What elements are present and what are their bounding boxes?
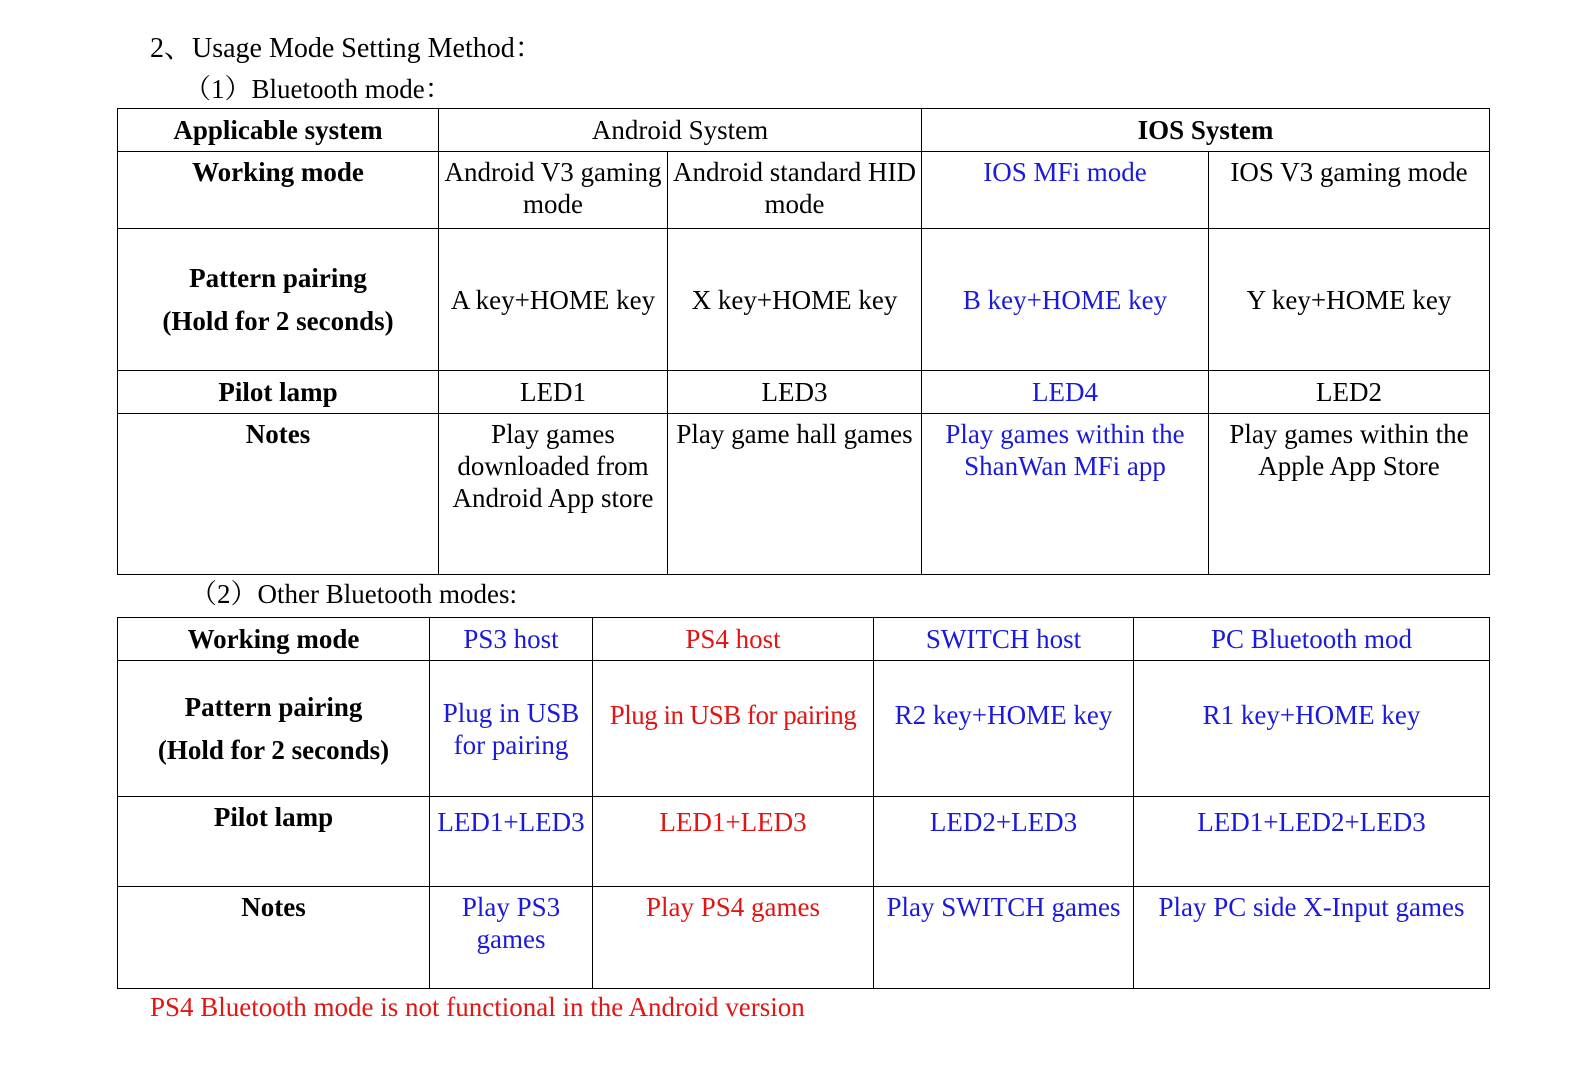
mode-cell-ios-v3: IOS V3 gaming mode [1209,152,1490,229]
lamp-cell-android-hid: LED3 [668,371,922,414]
mode-cell-ios-mfi: IOS MFi mode [922,152,1209,229]
android-system-header [439,109,922,152]
pattern-pairing-label-2 [118,661,430,797]
mode-cell-ps3: PS3 host [430,618,593,661]
other-bluetooth-modes-subheading: （2）Other Bluetooth modes: [190,579,517,609]
pairing-cell-ps4: Plug in USB for pairing [593,661,874,797]
pairing-cell-ps3: Plug in USB for pairing [430,661,593,797]
notes-cell-android-hid: Play game hall games [668,414,922,575]
bluetooth-mode-subheading: （1）Bluetooth mode： [184,74,452,104]
notes-cell-switch: Play SWITCH games [874,887,1134,989]
pairing-cell-android-hid: X key+HOME key [668,229,922,371]
lamp-cell-ps4: LED1+LED3 [593,797,874,887]
bluetooth-mode-table [117,108,1490,575]
notes-cell-android-v3: Play games downloaded from Android App store [439,414,668,575]
other-bluetooth-modes-table [117,617,1490,989]
lamp-cell-ps3: LED1+LED3 [430,797,593,887]
lamp-cell-android-v3: LED1 [439,371,668,414]
lamp-cell-pc: LED1+LED2+LED3 [1134,797,1490,887]
notes-cell-ps3: Play PS3 games [430,887,593,989]
section-heading: 2、Usage Mode Setting Method： [150,33,543,64]
pairing-cell-pc: R1 key+HOME key [1134,661,1490,797]
lamp-cell-switch: LED2+LED3 [874,797,1134,887]
lamp-cell-ios-mfi: LED4 [922,371,1209,414]
notes-cell-ios-v3: Play games within the Apple App Store [1209,414,1490,575]
applicable-system-label: Applicable system [118,109,439,152]
mode-cell-switch: SWITCH host [874,618,1134,661]
pattern-pairing-label [118,229,439,371]
pattern-pairing-label-2-line1: Pattern pairing [184,692,363,722]
footnote: PS4 Bluetooth mode is not functional in the Android version [150,992,805,1022]
ios-system-header: IOS System [922,109,1490,152]
pairing-cell-ios-v3: Y key+HOME key [1209,229,1490,371]
mode-cell-ps4: PS4 host [593,618,874,661]
pattern-pairing-label-line2: (Hold for 2 seconds) [162,306,394,336]
pairing-cell-switch: R2 key+HOME key [874,661,1134,797]
pairing-cell-android-v3: A key+HOME key [439,229,668,371]
pilot-lamp-label-2: Pilot lamp [118,797,430,887]
notes-cell-ps4: Play PS4 games [593,887,874,989]
pilot-lamp-label: Pilot lamp [118,371,439,414]
notes-cell-pc: Play PC side X-Input games [1134,887,1490,989]
pairing-cell-ios-mfi: B key+HOME key [922,229,1209,371]
android-system-header-text: Android System [591,115,769,145]
pattern-pairing-label-2-line2: (Hold for 2 seconds) [157,735,390,765]
working-mode-label-2: Working mode [118,618,430,661]
notes-label: Notes [118,414,439,575]
mode-cell-pc: PC Bluetooth mod [1134,618,1490,661]
pattern-pairing-label-line1: Pattern pairing [189,263,367,293]
notes-label-2: Notes [118,887,430,989]
mode-cell-android-hid: Android standard HID mode [668,152,922,229]
lamp-cell-ios-v3: LED2 [1209,371,1490,414]
working-mode-label: Working mode [118,152,439,229]
notes-cell-ios-mfi: Play games within the ShanWan MFi app [922,414,1209,575]
mode-cell-android-v3: Android V3 gaming mode [439,152,668,229]
